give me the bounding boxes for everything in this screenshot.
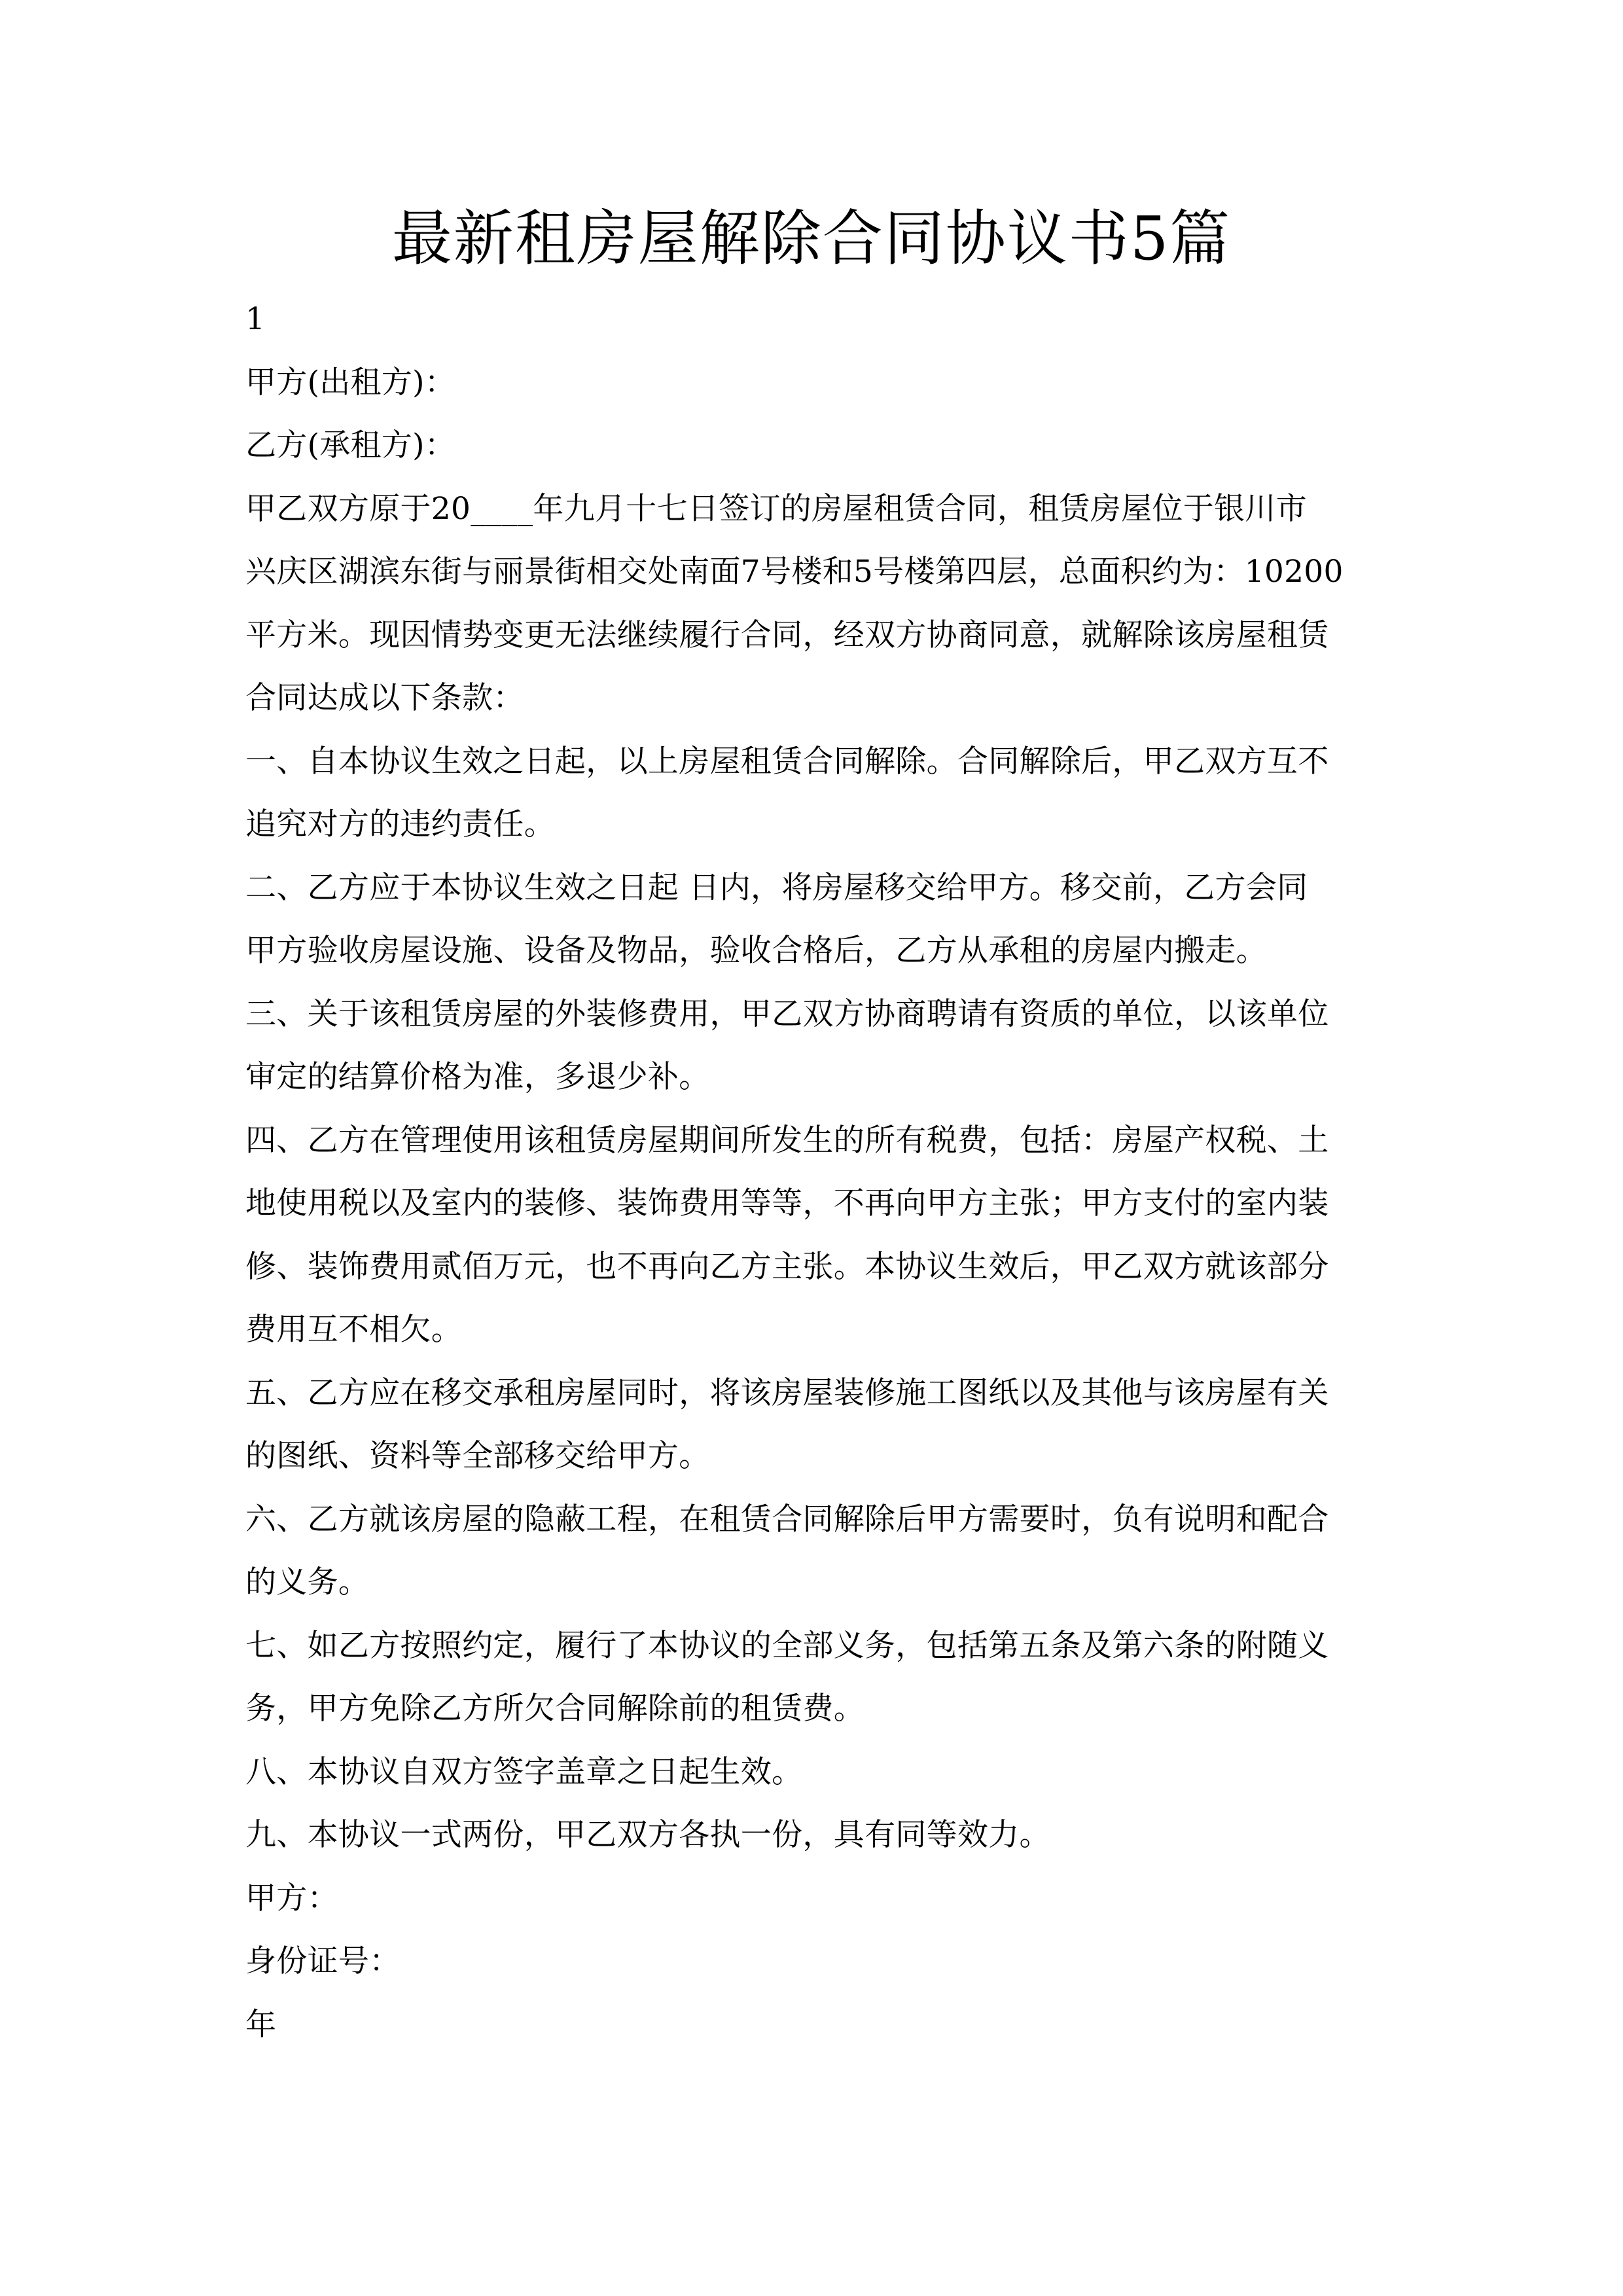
preamble-line: 平方米。现因情势变更无法继续履行合同，经双方协商同意，就解除该房屋租赁 [245,617,1329,653]
party-b-lessee-label: 乙方(承租方)： [245,427,456,463]
clause-6-line: 六、乙方就该房屋的隐蔽工程，在租赁合同解除后甲方需要时，负有说明和配合 [245,1501,1329,1537]
clause-2-line: 甲方验收房屋设施、设备及物品，验收合格后，乙方从承租的房屋内搬走。 [245,933,1267,969]
party-a-lessor-label: 甲方(出租方)： [245,364,456,401]
clause-5-line: 的图纸、资料等全部移交给甲方。 [245,1438,710,1474]
clause-1-line: 一、自本协议生效之日起，以上房屋租赁合同解除。合同解除后，甲乙双方互不 [245,743,1329,780]
preamble-line: 兴庆区湖滨东街与丽景街相交处南面7号楼和5号楼第四层，总面积约为：10200 [245,554,1344,590]
clause-2-line: 二、乙方应于本协议生效之日起 日内，将房屋移交给甲方。移交前，乙方会同 [245,869,1308,906]
clause-5-line: 五、乙方应在移交承租房屋同时，将该房屋装修施工图纸以及其他与该房屋有关 [245,1374,1329,1411]
clause-7-line: 务，甲方免除乙方所欠合同解除前的租赁费。 [245,1691,865,1727]
clause-1-line: 追究对方的违约责任。 [245,806,555,842]
document-body [245,288,1381,2056]
clause-8-line: 八、本协议自双方签字盖章之日起生效。 [245,1753,803,1790]
clause-4-line: 四、乙方在管理使用该租赁房屋期间所发生的所有税费，包括：房屋产权税、土 [245,1122,1329,1158]
clause-4-line: 费用互不相欠。 [245,1312,463,1348]
clause-9-line: 九、本协议一式两份，甲乙双方各执一份，具有同等效力。 [245,1817,1050,1853]
clause-3-line: 审定的结算价格为准，多退少补。 [245,1059,710,1095]
id-number-label: 身份证号： [245,1943,401,1979]
clause-4-line: 修、装饰费用贰佰万元，也不再向乙方主张。本协议生效后，甲乙双方就该部分 [245,1248,1329,1285]
signature-party-a-label: 甲方： [245,1880,338,1916]
clause-3-line: 三、关于该租赁房屋的外装修费用，甲乙双方协商聘请有资质的单位，以该单位 [245,996,1329,1032]
clause-6-line: 的义务。 [245,1564,370,1600]
section-number: 1 [245,301,266,337]
preamble-line: 合同达成以下条款： [245,680,524,716]
document-title: 最新租房屋解除合同协议书5篇 [391,204,1232,274]
clause-4-line: 地使用税以及室内的装修、装饰费用等等，不再向甲方主张；甲方支付的室内装 [245,1185,1329,1221]
clause-7-line: 七、如乙方按照约定，履行了本协议的全部义务，包括第五条及第六条的附随义 [245,1627,1329,1664]
date-year-label: 年 [245,2006,277,2043]
preamble-line: 甲乙双方原于20____年九月十七日签订的房屋租赁合同，租赁房屋位于银川市 [245,490,1307,527]
